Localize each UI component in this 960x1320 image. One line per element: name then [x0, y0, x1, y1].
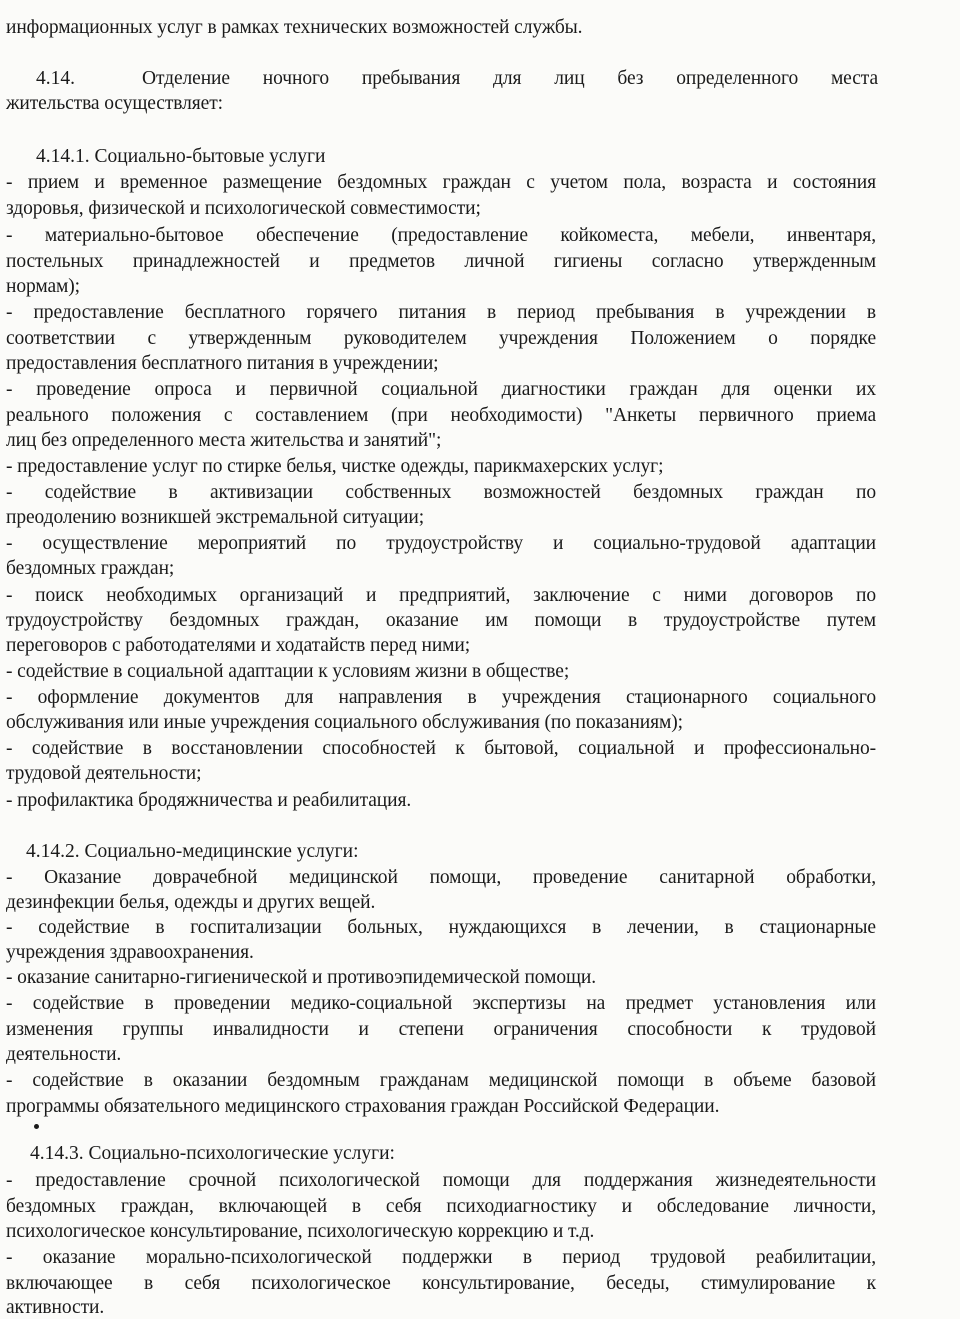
subsection-heading: 4.14.1. Социально-бытовые услуги [36, 146, 326, 167]
text-line: жительства осуществляет: [6, 93, 223, 114]
text-line: бездомных граждан; [6, 558, 175, 579]
text-line: предоставления бесплатного питания в учреждении; [6, 353, 439, 374]
text-line: - Оказание доврачебной медицинской помощи, проведение санитарной обработки, [6, 867, 876, 888]
text-line: - содействие в оказании бездомным гражданам медицинской помощи в объеме базовой [6, 1070, 876, 1091]
text-line: трудовой деятельности; [6, 763, 202, 784]
text-line: нормам); [6, 276, 80, 297]
text-line: деятельности. [6, 1044, 122, 1065]
text-line: включающее в себя психологическое консультирование, беседы, стимулирование к [6, 1273, 876, 1294]
text-line: информационных услуг в рамках технических возможностей службы. [6, 17, 583, 38]
text-line: - содействие в проведении медико-социальной экспертизы на предмет установления или [6, 993, 876, 1014]
text-line: - оформление документов для направления в учреждения стационарного социального [6, 687, 876, 708]
text-line: преодолению возникшей экстремальной ситуации; [6, 507, 425, 528]
text-line: переговоров с работодателями и ходатайств перед ними; [6, 635, 471, 656]
text-line: дезинфекции белья, одежды и других вещей. [6, 892, 376, 913]
text-line: обслуживания или иные учреждения социального обслуживания (по показаниям); [6, 712, 683, 733]
text-line: программы обязательного медицинского страхования граждан Российской Федерации. [6, 1096, 720, 1117]
text-line: - профилактика бродяжничества и реабилитация. [6, 790, 412, 811]
text-line: учреждения здравоохранения. [6, 942, 254, 963]
text-line: - содействие в госпитализации больных, нуждающихся в лечении, в стационарные [6, 917, 876, 938]
text-line: - поиск необходимых организаций и предприятий, заключение с ними договоров по [6, 585, 876, 606]
text-line: психологическое консультирование, психологическую коррекцию и т.д. [6, 1221, 595, 1242]
text-line: - предоставление срочной психологической помощи для поддержания жизнедеятельности [6, 1170, 876, 1191]
text-line: постельных принадлежностей и предметов личной гигиены согласно утвержденным [6, 251, 876, 272]
text-line: изменения группы инвалидности и степени ограничения способности к трудовой [6, 1019, 876, 1040]
text-line: - содействие в восстановлении способностей к бытовой, социальной и профессионально- [6, 738, 876, 759]
text-line: - содействие в социальной адаптации к условиям жизни в обществе; [6, 661, 570, 682]
text-line: здоровья, физической и психологической совместимости; [6, 198, 481, 219]
text-line: реального положения с составлением (при необходимости) "Анкеты первичного приема [6, 405, 876, 426]
text-line: - содействие в активизации собственных возможностей бездомных граждан по [6, 482, 876, 503]
text-line: - осуществление мероприятий по трудоустройству и социально-трудовой адаптации [6, 533, 876, 554]
text-line: бездомных граждан, включающей в себя психодиагностику и обследование личности, [6, 1196, 876, 1217]
text-line: - предоставление бесплатного горячего питания в период пребывания в учреждении в [6, 302, 876, 323]
text-line: - прием и временное размещение бездомных граждан с учетом пола, возраста и состояния [6, 172, 876, 193]
text-line: трудоустройству бездомных граждан, оказание им помощи в трудоустройстве путем [6, 610, 876, 631]
text-line: - предоставление услуг по стирке белья, чистке одежды, парикмахерских услуг; [6, 456, 664, 477]
text-line: - оказание санитарно-гигиенической и противоэпидемической помощи. [6, 967, 596, 988]
section-number: 4.14. [36, 68, 75, 89]
subsection-heading: 4.14.3. Социально-психологические услуги: [30, 1143, 395, 1164]
text-line: лиц без определенного места жительства и занятий"; [6, 430, 442, 451]
text-line: - проведение опроса и первичной социальной диагностики граждан для оценки их [6, 379, 876, 400]
text-line: Отделение ночного пребывания для лиц без определенного места [142, 68, 878, 89]
text-line: соответствии с утвержденным руководителем учреждения Положением о порядке [6, 328, 876, 349]
text-line: - оказание морально-психологической поддержки в период трудовой реабилитации, [6, 1247, 876, 1268]
subsection-heading: 4.14.2. Социально-медицинские услуги: [26, 841, 359, 862]
text-line: - материально-бытовое обеспечение (предоставление койкоместа, мебели, инвентаря, [6, 225, 876, 246]
bullet-dot-icon [34, 1124, 39, 1129]
text-line: активности. [6, 1297, 105, 1318]
